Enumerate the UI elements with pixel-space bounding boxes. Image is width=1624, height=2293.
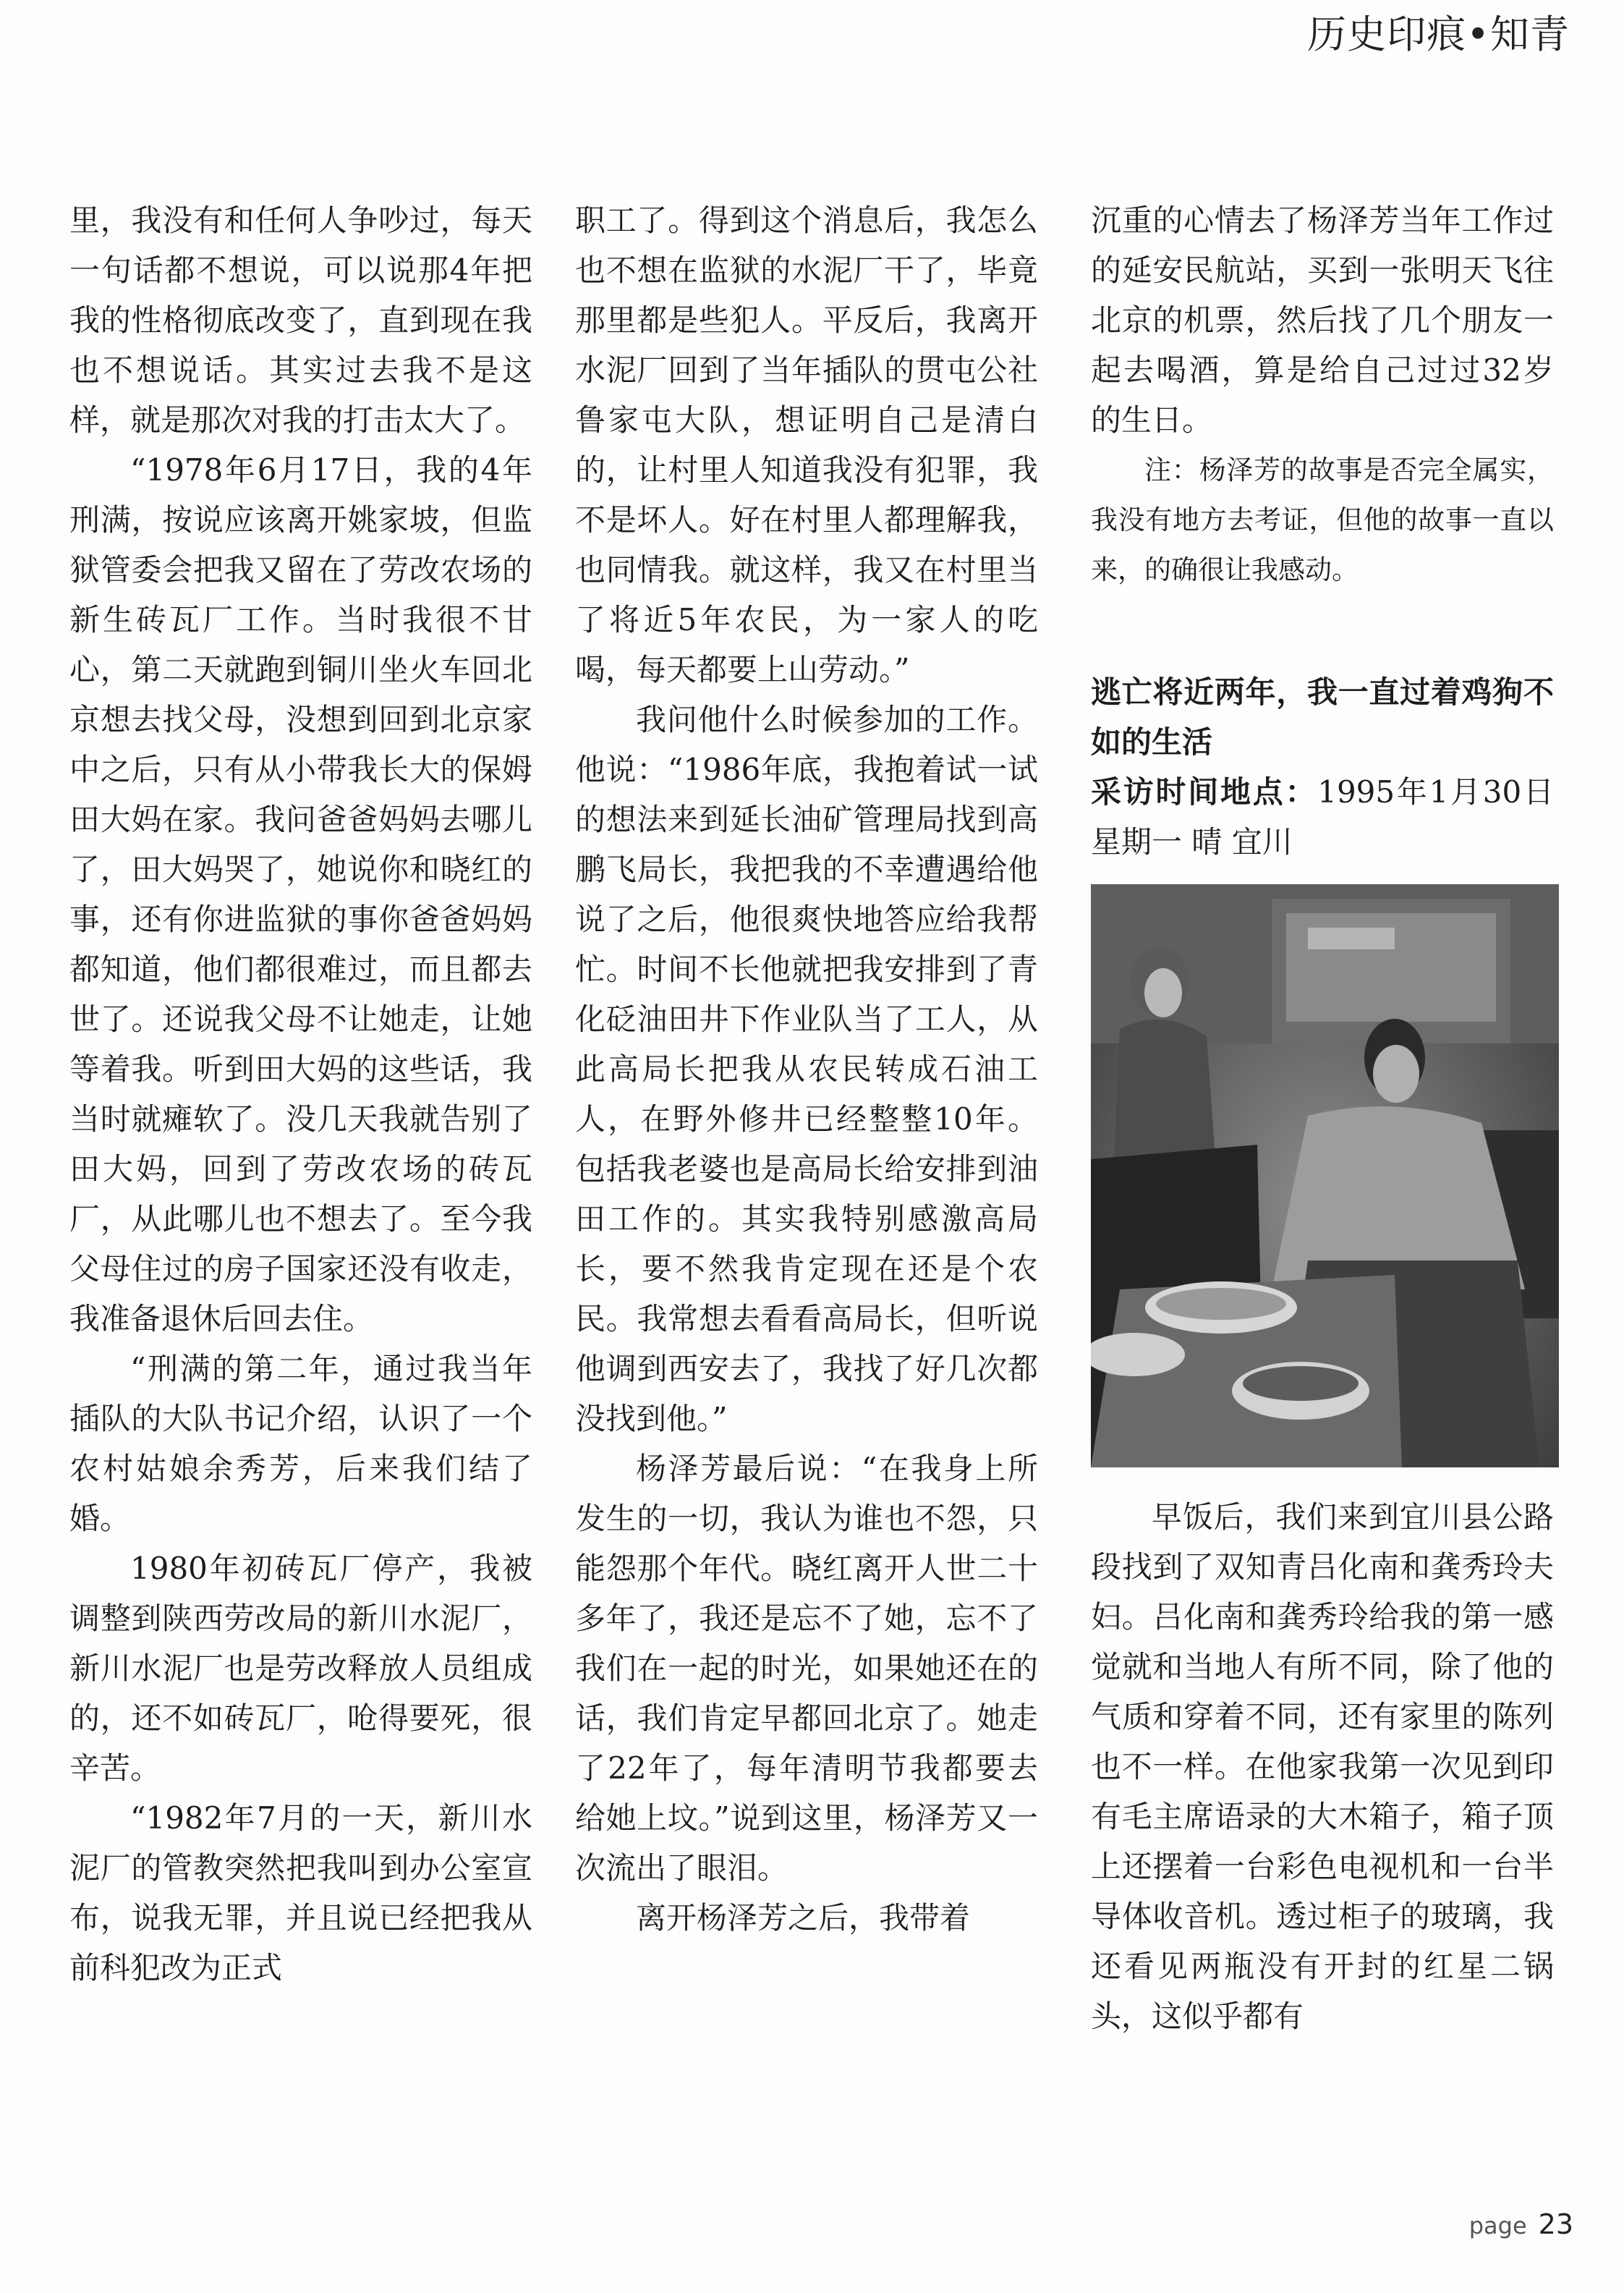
photo-couple-preparing-food [1091,884,1559,1467]
author-note: 注：杨泽芳的故事是否完全属实，我没有地方去考证，但他的故事一直以来，的确很让我感动。 [1091,454,1554,585]
page-number: 23 [1538,2208,1573,2240]
text-column-1 [69,195,532,1993]
text-column-3 [1091,195,1554,2041]
interview-value: 1995年1月30日 星期一 晴 宜川 [1091,774,1554,860]
section-title: 历史印痕•知青 [1307,12,1570,57]
paragraph: 1980年初砖瓦厂停产，我被调整到陕西劳改局的新川水泥厂，新川水泥厂也是劳改释放人员组成的，还不如砖瓦厂，呛得要死，很辛苦。 [69,1551,532,1786]
paragraph: 离开杨泽芳之后，我带着 [636,1900,971,1936]
paragraph: 沉重的心情去了杨泽芳当年工作过的延安民航站，买到一张明天飞往北京的机票，然后找了几个朋友一起去喝酒，算是给自己过过32岁的生日。 [1091,203,1554,438]
section-header [1307,6,1570,64]
paragraph: 早饭后，我们来到宜川县公路段找到了双知青吕化南和龚秀玲夫妇。吕化南和龚秀玲给我的第一感觉就和当地人有所不同，除了他的气质和穿着不同，还有家里的陈列也不一样。在他家我第一次见到印有毛主席语录的大木箱子，箱子顶上还摆着一台彩色电视机和一台半导体收音机。透过柜子的玻璃，我还看见两瓶没有开封的红星二锅头，这似乎都有 [1091,1499,1554,2034]
paragraph: “刑满的第二年，通过我当年插队的大队书记介绍，认识了一个农村姑娘余秀芳，后来我们结了婚。 [69,1351,532,1536]
paragraph: “1982年7月的一天，新川水泥厂的管教突然把我叫到办公室宣布，说我无罪，并且说已经把我从前科犯改为正式 [69,1800,532,1985]
paragraph: 我问他什么时候参加的工作。他说：“1986年底，我抱着试一试的想法来到延长油矿管理局找到高鹏飞局长，我把我的不幸遭遇给他说了之后，他很爽快地答应给我帮忙。时间不长他就把我安排到了青化砭油田井下作业队当了工人，从此高局长把我从农民转成石油工人，在野外修井已经整整10年。包括我老婆也是高局长给安排到油田工作的。其实我特别感激高局长，要不然我肯定现在还是个农民。我常想去看看高局长，但听说他调到西安去了，我找了好几次都没找到他。” [575,702,1038,1436]
paragraph: 里，我没有和任何人争吵过，每天一句话都不想说，可以说那4年把我的性格彻底改变了，直到现在我也不想说话。其实过去我不是这样，就是那次对我的打击太大了。 [69,203,532,438]
interview-label: 采访时间地点： [1091,774,1318,810]
paragraph: “1978年6月17日，我的4年刑满，按说应该离开姚家坡，但监狱管委会把我又留在了劳改农场的新生砖瓦厂工作。当时我很不甘心，第二天就跑到铜川坐火车回北京想去找父母，没想到回到北京家中之后，只有从小带我长大的保姆田大妈在家。我问爸爸妈妈去哪儿了，田大妈哭了，她说你和晓红的事，还有你进监狱的事你爸爸妈妈都知道，他们都很难过，而且都去世了。还说我父母不让她走，让她等着我。听到田大妈的这些话，我当时就瘫软了。没几天我就告别了田大妈，回到了劳改农场的砖瓦厂，从此哪儿也不想去了。至今我父母住过的房子国家还没有收走，我准备退休后回去住。 [69,452,532,1336]
paragraph: 职工了。得到这个消息后，我怎么也不想在监狱的水泥厂干了，毕竟那里都是些犯人。平反后，我离开水泥厂回到了当年插队的贯屯公社鲁家屯大队，想证明自己是清白的，让村里人知道我没有犯罪，我不是坏人。好在村里人都理解我，也同情我。就这样，我又在村里当了将近5年农民，为一家人的吃喝，每天都要上山劳动。” [575,203,1038,687]
text-column-2 [575,195,1038,1943]
section-subheading: 逃亡将近两年，我一直过着鸡狗不如的生活 [1091,674,1554,760]
interview-info [1091,767,1554,867]
paragraph: 杨泽芳最后说：“在我身上所发生的一切，我认为谁也不怨，只能怨那个年代。晓红离开人世二十多年了，我还是忘不了她，忘不了我们在一起的时光，如果她还在的话，我们肯定早都回北京了。她走了22年了，每年清明节我都要去给她上坟。”说到这里，杨泽芳又一次流出了眼泪。 [575,1451,1038,1886]
page-label: page [1468,2212,1527,2239]
page-footer [1469,2208,1573,2240]
